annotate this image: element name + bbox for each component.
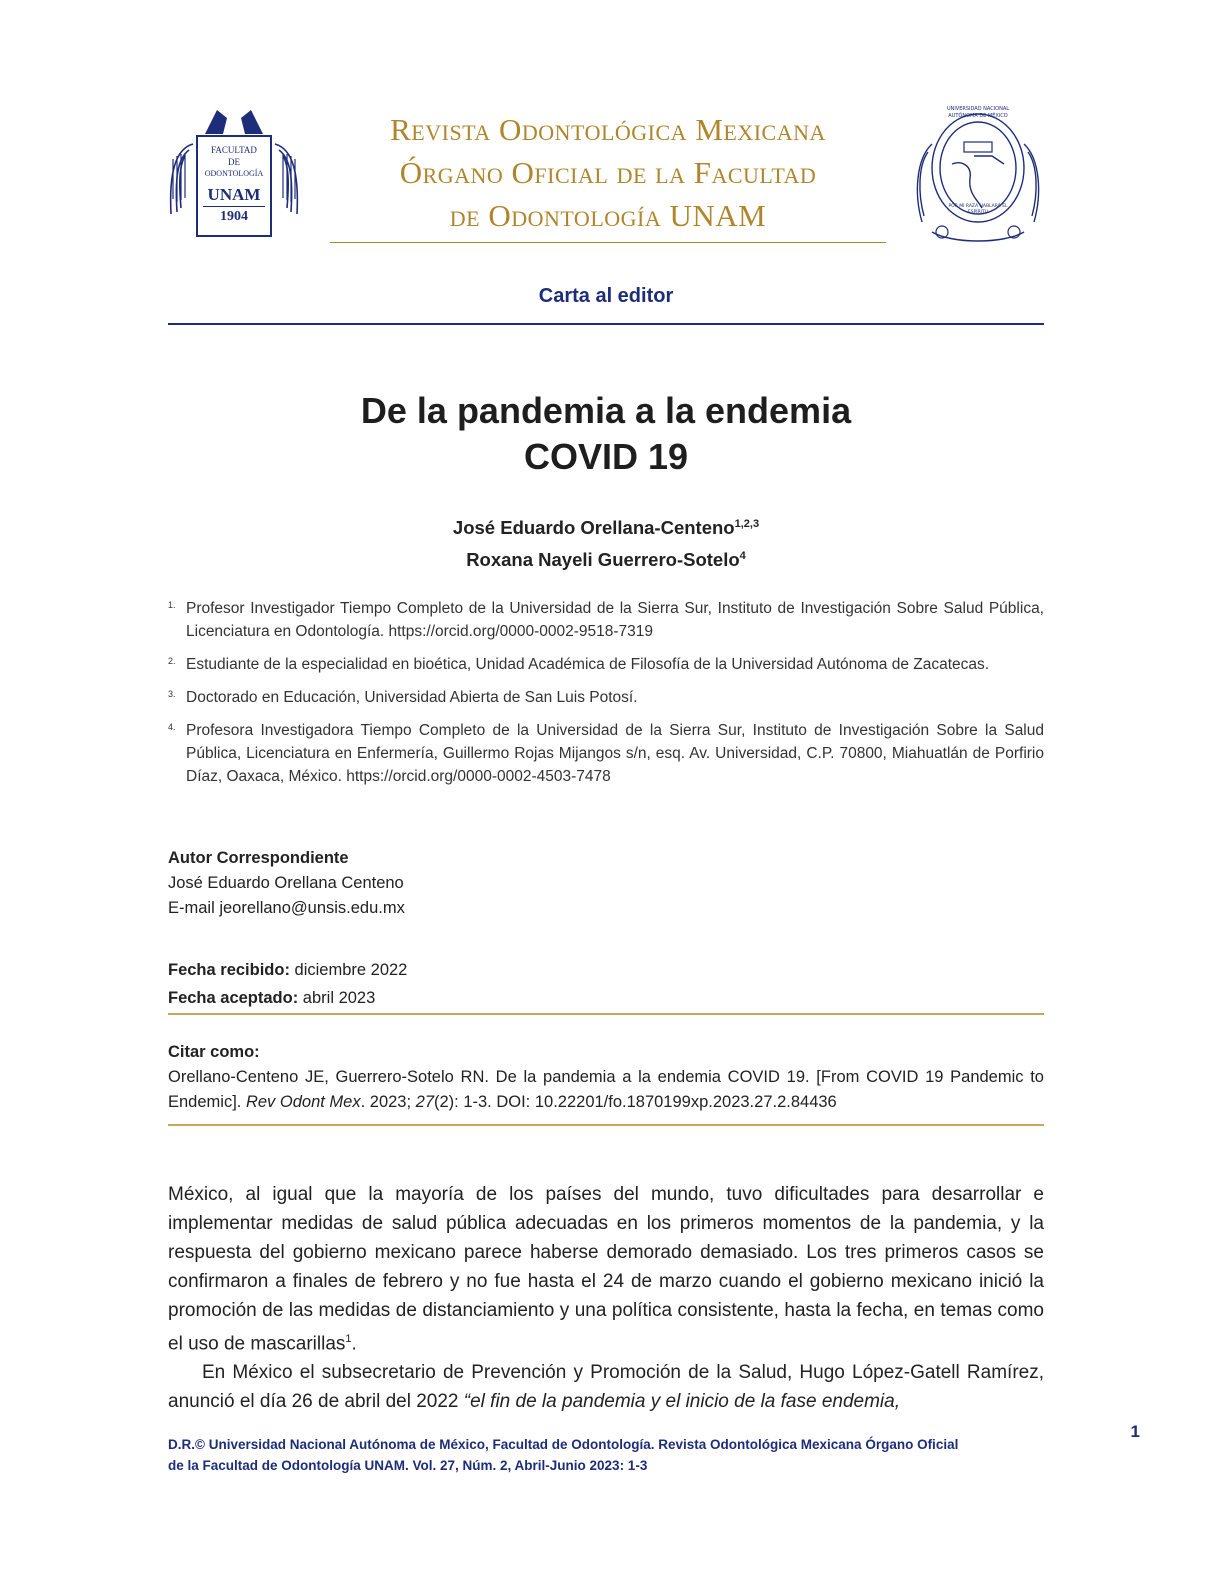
- corresponding-heading: Autor Correspondiente: [168, 849, 349, 867]
- journal-title: [330, 108, 886, 237]
- affiliation: [168, 653, 1044, 676]
- affiliation-number: 2.: [168, 656, 176, 666]
- seal-ring-text: UNIVERSIDAD NACIONAL AUTÓNOMA DE MÉXICO: [946, 106, 1010, 119]
- date-accepted-value: abril 2023: [298, 989, 376, 1007]
- affiliation-text: Profesora Investigadora Tiempo Completo de la Universidad de la Sierra Sur, Instituto de Investigación Sobre la Salud Pública, Licenciatura en Enfermería, Guillermo Rojas Mijangos s/n, esq. Av. Universidad, C.P. 70800, Miahuatlán de Porfirio Díaz, Oaxaca, México. https://orcid.org/0000-0002-4503-7478: [186, 722, 1044, 785]
- author-affiliation-marks: 1,2,3: [734, 518, 760, 530]
- author: [168, 542, 1044, 574]
- journal-title-line-1: Revista Odontológica Mexicana: [390, 112, 826, 147]
- article-body: [168, 1180, 1050, 1416]
- date-accepted-label: Fecha aceptado:: [168, 989, 299, 1007]
- faculty-logo: [165, 104, 303, 244]
- journal-title-line-2: Órgano Oficial de la Facultad: [399, 155, 817, 190]
- logo-text-unam: UNAM: [207, 185, 261, 204]
- author-name: José Eduardo Orellana-Centeno: [452, 517, 735, 539]
- section-label: Carta al editor: [538, 285, 674, 307]
- affiliation: [168, 686, 1044, 709]
- citation-volume: 27: [415, 1093, 434, 1111]
- paper-title-line-2: COVID 19: [523, 436, 689, 477]
- footer-line-1: D.R.© Universidad Nacional Autónoma de México, Facultad de Odontología. Revista Odontológica Mexicana Órgano Oficial: [168, 1437, 959, 1452]
- logo-text-facultad: FACULTAD: [211, 145, 257, 155]
- body-quote: “el fin de la pandemia y el inicio de la fase endemia,: [463, 1391, 900, 1413]
- affiliation-text: Profesor Investigador Tiempo Completo de la Universidad de la Sierra Sur, Instituto de Investigación Sobre Salud Pública, Licenciatura en Odontología. https://orcid.org/0000-0002-9518-7319: [186, 600, 1044, 640]
- citation-year: . 2023;: [360, 1093, 416, 1111]
- date-accepted: [168, 984, 768, 1012]
- corresponding-email: E-mail jeorellano@unsis.edu.mx: [168, 899, 405, 917]
- citation-text: [168, 1065, 1049, 1115]
- paragraph-end: .: [351, 1333, 357, 1355]
- copyright-footer: [168, 1434, 1048, 1476]
- body-paragraph-text: En México el subsecretario de Prevención y Promoción de la Salud, Hugo López-Gatell Ramírez, anunció el día 26 de abril del 2022: [168, 1362, 1050, 1413]
- footer-line-2: de la Facultad de Odontología UNAM. Vol. 27, Núm. 2, Abril-Junio 2023: 1-3: [168, 1458, 648, 1473]
- author-list: [168, 510, 1044, 574]
- date-received-value: diciembre 2022: [289, 961, 408, 979]
- affiliation: [168, 597, 1044, 643]
- affiliation: [168, 719, 1044, 788]
- body-paragraph: [168, 1358, 1050, 1416]
- paper-title-line-1: De la pandemia a la endemia: [360, 390, 852, 431]
- affiliation-number: 3.: [168, 689, 176, 699]
- page-number: 1: [1130, 1422, 1140, 1441]
- body-paragraph-text: México, al igual que la mayoría de los países del mundo, tuvo dificultades para desarrollar e implementar medidas de salud pública adecuadas en los primeros momentos de la pandemia, y la respuesta del gobierno mexicano parece haberse demorado demasiado. Los tres primeros casos se confirmaron a finales de febrero y no fue hasta el 24 de marzo cuando el gobierno mexicano inició la promoción de las medidas de distanciamiento y una política consistente, hasta la fecha, en temas como el uso de mascarillas: [168, 1184, 1044, 1355]
- affiliation-text: Doctorado en Educación, Universidad Abierta de San Luis Potosí.: [186, 689, 638, 706]
- corresponding-name: José Eduardo Orellana Centeno: [168, 874, 404, 892]
- date-received-label: Fecha recibido:: [168, 961, 290, 979]
- affiliation-text: Estudiante de la especialidad en bioética, Unidad Académica de Filosofía de la Universidad Autónoma de Zacatecas.: [186, 656, 990, 673]
- citation-heading: Citar como:: [168, 1043, 260, 1061]
- citation-doi: (2): 1-3. DOI: 10.22201/fo.1870199xp.2023.27.2.84436: [434, 1093, 837, 1111]
- journal-title-line-3: de Odontología UNAM: [449, 198, 767, 233]
- author-affiliation-marks: 4: [739, 550, 746, 563]
- affiliation-number: 4.: [168, 722, 176, 732]
- corresponding-author: [168, 846, 768, 921]
- affiliation-list: [168, 597, 1044, 798]
- logo-text-odontologia: ODONTOLOGÍA: [204, 169, 264, 178]
- university-seal: [912, 104, 1044, 246]
- paper-title: [168, 388, 1044, 480]
- citation-authors-title: Orellano-Centeno JE, Guerrero-Sotelo RN. De la pandemia a la endemia COVID 19. [From COVID 19 Pandemic to Endemic].: [168, 1068, 1049, 1111]
- affiliation-number: 1.: [168, 600, 176, 610]
- author: [168, 510, 1044, 542]
- logo-text-year: 1904: [203, 206, 265, 227]
- citation: [168, 1040, 1049, 1115]
- logo-text-de: DE: [228, 157, 240, 167]
- author-name: Roxana Nayeli Guerrero-Sotelo: [466, 549, 740, 571]
- header-divider: [330, 242, 886, 243]
- unam-seal-icon: [912, 104, 1044, 246]
- date-received: [168, 956, 768, 984]
- reference-marker: 1: [345, 1333, 352, 1345]
- seal-motto: POR MI RAZA HABLARÁ EL ESPÍRITU: [948, 204, 1008, 215]
- section-divider: [168, 323, 1044, 325]
- citation-journal: Rev Odont Mex: [245, 1093, 361, 1111]
- body-paragraph: [168, 1180, 1044, 1358]
- article-dates: [168, 956, 768, 1012]
- citation-divider: [168, 1124, 1044, 1126]
- dates-divider: [168, 1013, 1044, 1015]
